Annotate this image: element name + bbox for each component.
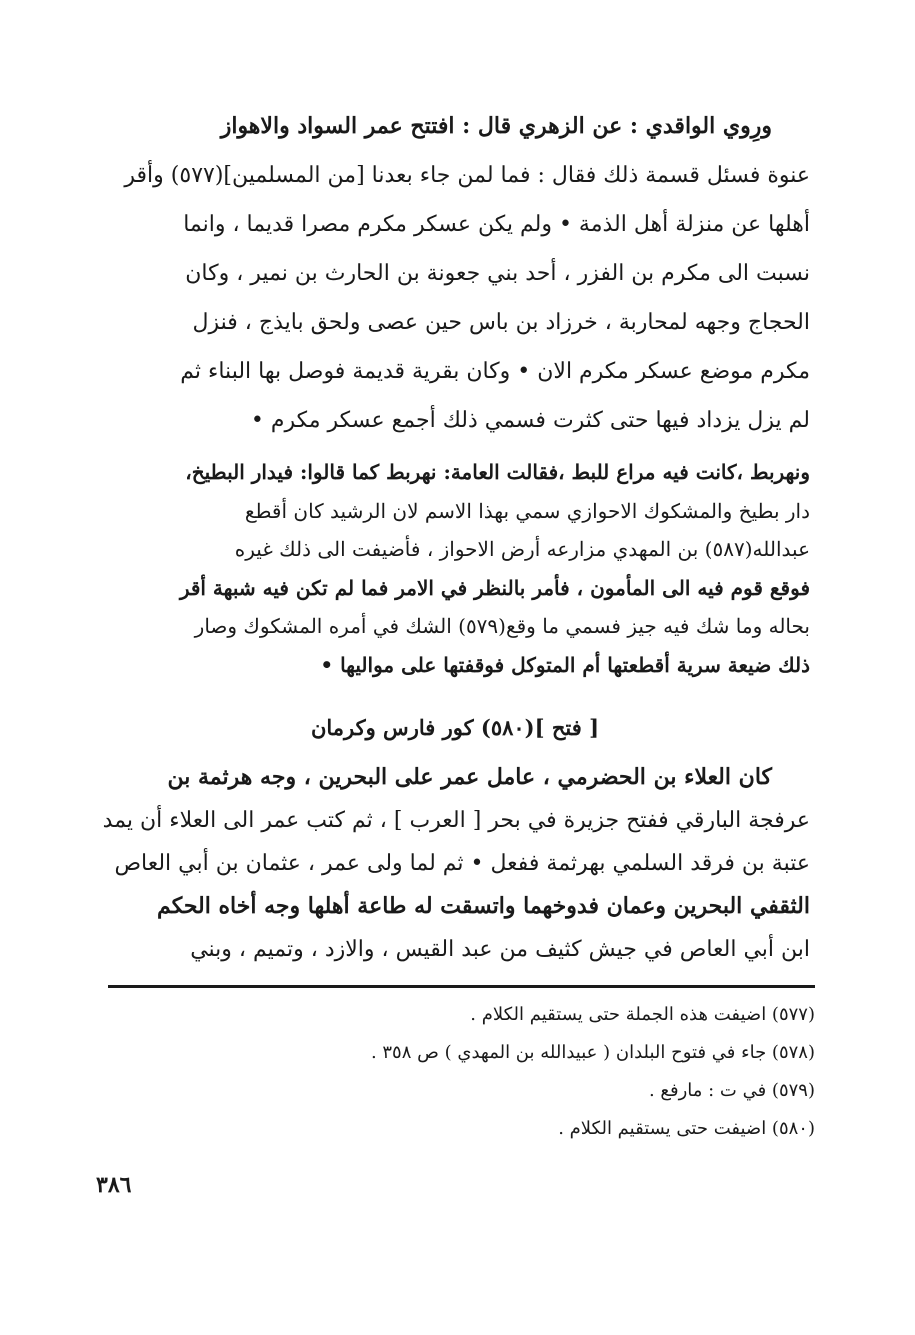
footnote-580: (٥٨٠) اضيفت حتى يستقيم الكلام . [558,1118,815,1139]
text-line: أهلها عن منزلة أهل الذمة • ولم يكن عسكر مكرم مصرا قديما ، وانما [183,212,810,237]
paragraph-nahr-bat [100,453,810,684]
paragraph-waqidi [100,102,810,445]
footnote-578: (٥٧٨) جاء في فتوح البلدان ( عبيدالله بن المهدي ) ص ٣٥٨ . [370,1042,815,1063]
text-line: كان العلاء بن الحضرمي ، عامل عمر على البحرين ، وجه هرثمة بن [167,764,772,790]
footnote-577: (٥٧٧) اضيفت هذه الجملة حتى يستقيم الكلام . [470,1004,815,1025]
text-line: ورِوي الواقدي : عن الزهري قال : افتتح عمر السواد والاهواز [220,113,772,139]
page-number: ٣٨٦ [96,1172,132,1198]
footnote-divider [108,985,815,988]
text-line: عبدالله(٥٨٧) بن المهدي مزارعه أرض الاحواز ، فأضيفت الى ذلك غيره [234,537,810,561]
footnotes [100,996,815,1148]
paragraph-ala-hadrami [100,756,810,971]
text-line: فوقع قوم فيه الى المأمون ، فأمر بالنظر في الامر فما لم تكن فيه شبهة أقر [179,575,810,600]
text-line: بحاله وما شك فيه جيز فسمي ما وقع(٥٧٩) الشك في أمره المشكوك وصار [194,614,810,638]
section-heading: [ فتح ](٥٨٠) كور فارس وكرمان [310,715,600,740]
text-line: نسبت الى مكرم بن الفزر ، أحد بني جعونة بن الحارث بن نمير ، وكان [185,261,810,286]
text-line: عتبة بن فرقد السلمي بهرثمة ففعل • ثم لما ولى عمر ، عثمان بن أبي العاص [114,851,810,876]
text-line: الحجاج وجهه لمحاربة ، خرزاد بن باس حين عصى ولحق بايذج ، فنزل [192,310,810,335]
text-line: دار بطيخ والمشكوك الاحوازي سمي بهذا الاسم لان الرشيد كان أقطع [244,498,810,523]
text-line: ونهربط ،كانت فيه مراع للبط ،فقالت العامة: نهربط كما قالوا: فيدار البطيخ، [185,460,810,484]
text-line: ابن أبي العاص في جيش كثيف من عبد القيس ، والازد ، وتميم ، وبني [190,937,810,962]
text-line: لم يزل يزداد فيها حتى كثرت فسمي ذلك أجمع عسكر مكرم • [250,408,810,433]
text-line: عنوة فسئل قسمة ذلك فقال : فما لمن جاء بعدنا [من المسلمين](٥٧٧) وأقر [124,163,810,188]
footnote-579: (٥٧٩) في ت : مارفع . [648,1080,815,1101]
text-line: الثقفي البحرين وعمان فدوخهما واتسقت له طاعة أهلها وجه أخاه الحكم [157,893,810,919]
text-line: عرفجة البارقي ففتح جزيرة في بحر [ العرب ] ، ثم كتب عمر الى العلاء أن يمد [102,808,810,833]
text-line: ذلك ضيعة سرية أقطعتها أم المتوكل فوقفتها على مواليها • [320,652,810,677]
text-line: مكرم موضع عسكر مكرم الان • وكان بقرية قديمة فوصل بها البناء ثم [180,359,810,384]
